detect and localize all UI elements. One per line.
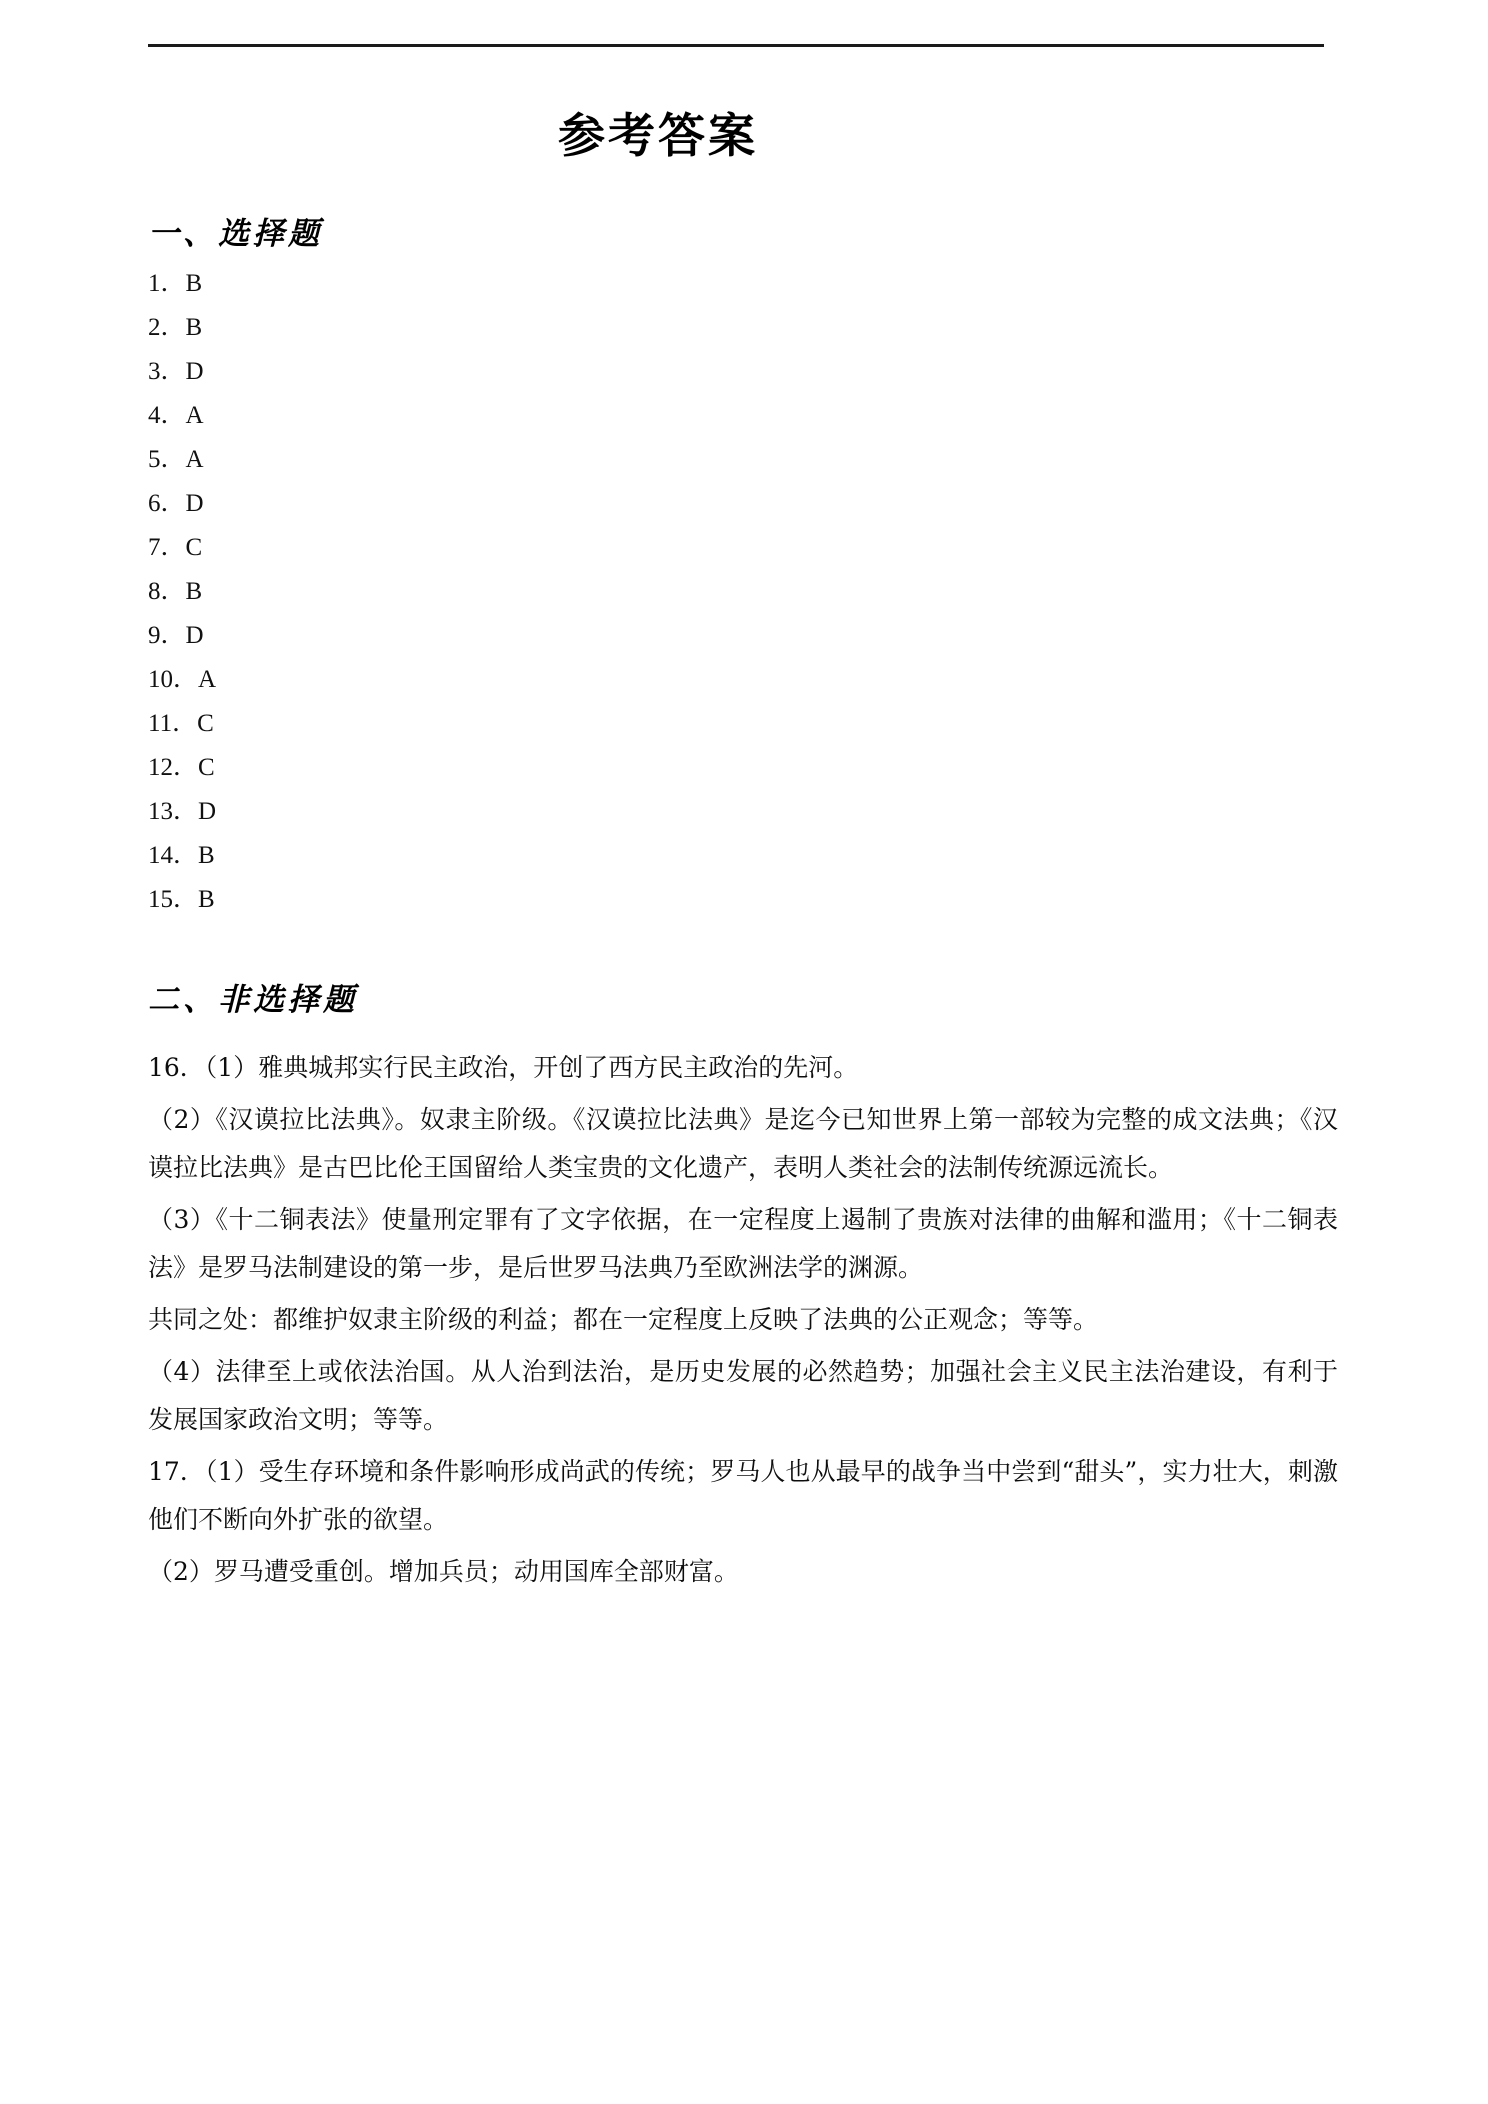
answer-number: 14．	[148, 842, 199, 870]
document-content	[148, 108, 1338, 1640]
answer-value: B	[198, 842, 215, 870]
answer-number: 15．	[148, 886, 199, 914]
answer-number: 10．	[148, 666, 199, 694]
answer-number: 8．	[148, 578, 186, 606]
choice-answer-list	[148, 271, 1338, 931]
list-item	[148, 711, 1338, 755]
list-item	[148, 843, 1338, 887]
answer-value: D	[198, 798, 217, 826]
answer-value: A	[198, 666, 217, 694]
essay-paragraph-16-3: （3）《十二铜表法》使量刑定罪有了文字依据，在一定程度上遏制了贵族对法律的曲解和滥用；《十二铜表法》是罗马法制建设的第一步，是后世罗马法典乃至欧洲法学的渊源。	[148, 1204, 1338, 1282]
essay-paragraph-16-2: （2）《汉谟拉比法典》。奴隶主阶级。《汉谟拉比法典》是迄今已知世界上第一部较为完整的成文法典；《汉谟拉比法典》是古巴比伦王国留给人类宝贵的文化遗产，表明人类社会的法制传统源远流长。	[148, 1104, 1338, 1182]
essay-paragraph-17-1: 17．（1）受生存环境和条件影响形成尚武的传统；罗马人也从最早的战争当中尝到“甜头”，实力壮大，刺激他们不断向外扩张的欲望。	[148, 1456, 1338, 1534]
answer-value: D	[185, 622, 204, 650]
essay-answer-block	[148, 1044, 1338, 1596]
answer-value: B	[185, 578, 203, 606]
answer-number: 9．	[148, 622, 186, 650]
answer-number: 2．	[148, 314, 186, 342]
answer-value: B	[185, 270, 203, 298]
list-item	[148, 623, 1338, 667]
section-heading-choice: 一、选择题	[148, 215, 323, 252]
bottom-spacer	[148, 1600, 1338, 1640]
answer-number: 5．	[148, 446, 186, 474]
answer-value: A	[185, 402, 204, 430]
list-item	[148, 887, 1338, 931]
list-item	[148, 755, 1338, 799]
page-title: 参考答案	[558, 109, 758, 164]
answer-number: 12．	[148, 754, 199, 782]
answer-number: 13．	[148, 798, 199, 826]
answer-number: 1．	[148, 270, 186, 298]
list-item	[148, 491, 1338, 535]
essay-paragraph-16-1: 16．（1）雅典城邦实行民主政治，开创了西方民主政治的先河。	[148, 1052, 859, 1082]
essay-paragraph-16-4: （4）法律至上或依法治国。从人治到法治，是历史发展的必然趋势；加强社会主义民主法治建设，有利于发展国家政治文明；等等。	[148, 1356, 1338, 1434]
section-heading-essay: 二、非选择题	[148, 982, 358, 1019]
list-item	[148, 315, 1338, 359]
list-item	[148, 403, 1338, 447]
essay-paragraph-17-2: （2）罗马遭受重创。增加兵员；动用国库全部财富。	[148, 1556, 739, 1586]
answer-number: 11．	[148, 710, 198, 738]
list-item	[148, 271, 1338, 315]
answer-number: 3．	[148, 358, 186, 386]
list-item	[148, 447, 1338, 491]
answer-value: B	[198, 886, 215, 914]
essay-paragraph-16-3-common: 共同之处：都维护奴隶主阶级的利益；都在一定程度上反映了法典的公正观念；等等。	[148, 1304, 1099, 1334]
answer-value: B	[185, 314, 203, 342]
answer-number: 6．	[148, 490, 186, 518]
answer-number: 7．	[148, 534, 186, 562]
answer-value: A	[185, 446, 204, 474]
answer-value: C	[185, 534, 203, 562]
answer-value: C	[197, 710, 214, 738]
answer-value: C	[198, 754, 215, 782]
header-rule-divider	[148, 44, 1324, 47]
list-item	[148, 799, 1338, 843]
list-item	[148, 359, 1338, 403]
list-item	[148, 579, 1338, 623]
answer-value: D	[185, 358, 204, 386]
answer-value: D	[185, 490, 204, 518]
list-item	[148, 667, 1338, 711]
answer-number: 4．	[148, 402, 186, 430]
list-item	[148, 535, 1338, 579]
